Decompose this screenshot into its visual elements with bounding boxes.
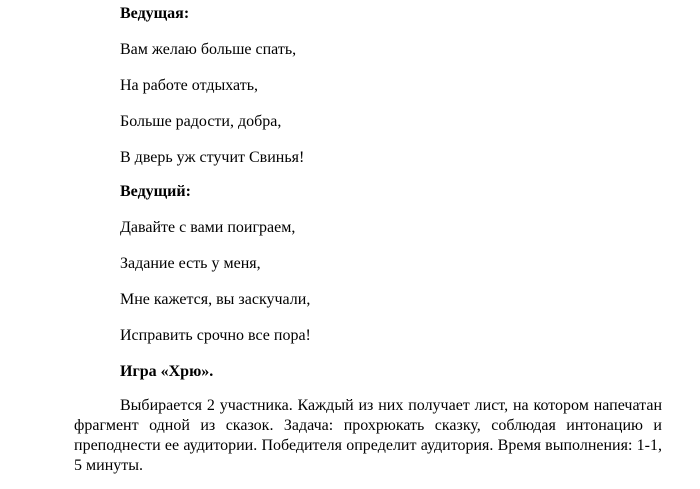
verse-line: Вам желаю больше спать, xyxy=(120,41,297,58)
game-description: Выбирается 2 участника. Каждый из них получает лист, на котором напечатан фрагмент одной из сказок. Задача: прохрюкать сказку, соблюдая интонацию и преподнести ее аудитории. Победителя определит аудитория. Время выполнения: 1-1, 5 минуты. xyxy=(74,397,662,474)
game-title: Игра «Хрю». xyxy=(120,363,214,380)
speaker-label-2: Ведущий: xyxy=(120,183,191,200)
speaker-label-1: Ведущая: xyxy=(120,5,190,22)
verse-line: Задание есть у меня, xyxy=(120,255,261,272)
verse-line: Больше радости, добра, xyxy=(120,113,282,130)
verse-line: Исправить срочно все пора! xyxy=(120,327,311,344)
verse-line: Мне кажется, вы заскучали, xyxy=(120,291,311,308)
verse-line: Давайте с вами поиграем, xyxy=(120,219,296,236)
verse-line: На работе отдыхать, xyxy=(120,77,259,94)
verse-line: В дверь уж стучит Свинья! xyxy=(120,149,305,166)
